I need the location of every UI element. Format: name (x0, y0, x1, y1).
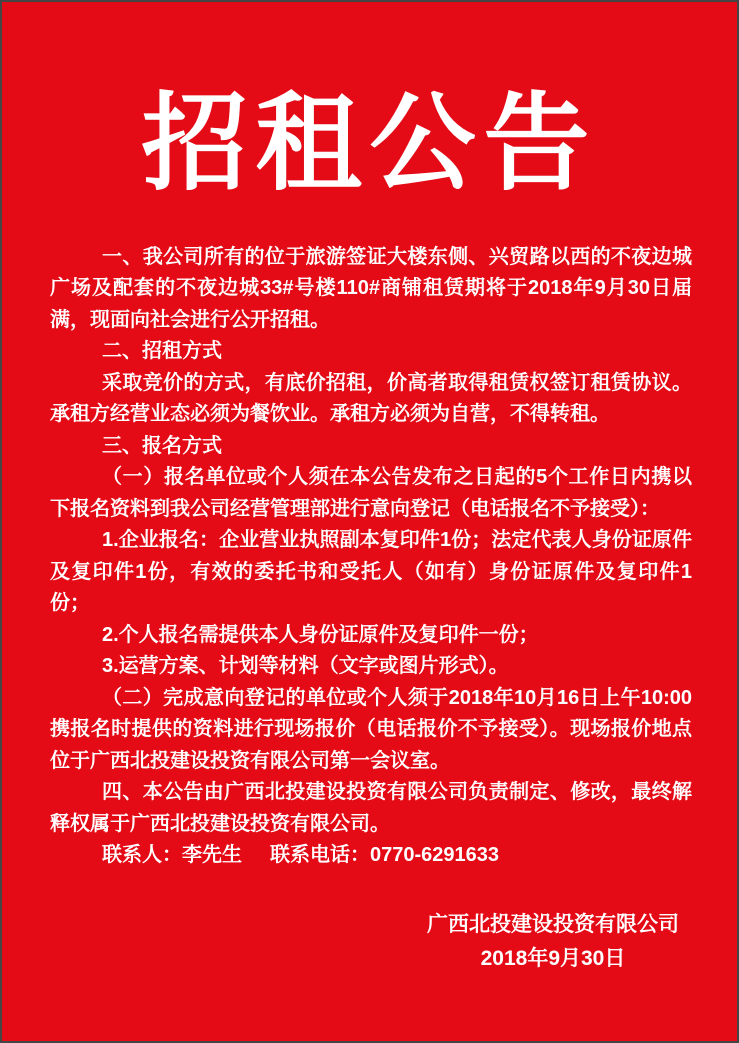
paragraph-registration-rules: （一）报名单位或个人须在本公告发布之日起的5个工作日内携以下报名资料到我公司经营管理部进行意向登记（电话报名不予接受）： (50, 466, 692, 520)
signature-company: 广西北投建设投资有限公司 (427, 912, 679, 936)
paragraph-operation-plan: 3.运营方案、计划等材料（文字或图片形式）。 (102, 655, 509, 678)
paragraph-onsite-bidding: （二）完成意向登记的单位或个人须于2018年10月16日上午10:00携报名时提供的资料进行现场报价（电话报价不予接受）。现场报价地点位于广西北投建设投资有限公司第一会议室。 (50, 686, 692, 772)
poster-title: 招租公告 (141, 80, 598, 205)
signature-date: 2018年9月30日 (480, 946, 626, 970)
paragraph-section2-heading: 二、招租方式 (102, 340, 222, 363)
paragraph-company-registration: 1.企业报名：企业营业执照副本复印件1份；法定代表人身份证原件及复印件1份，有效的委托书和受托人（如有）身份证原件及复印件1份； (50, 529, 692, 615)
paragraph-section2-body: 采取竞价的方式，有底价招租，价高者取得租赁权签订租赁协议。承租方经营业态必须为餐饮业。承租方必须为自营，不得转租。 (50, 371, 692, 426)
signature-block (427, 908, 679, 976)
contact-phone-number: 0770-6291633 (370, 844, 500, 867)
paragraph-individual-registration: 2.个人报名需提供本人身份证原件及复印件一份； (102, 623, 539, 646)
contact-name: 李先生 (182, 844, 242, 867)
paragraph-section4: 四、本公告由广西北投建设投资有限公司负责制定、修改，最终解释权属于广西北投建设投资有限公司。 (50, 781, 692, 835)
announcement-body (2, 220, 737, 872)
contact-phone-label: 联系电话： (270, 844, 370, 867)
contact-label: 联系人： (102, 844, 182, 867)
contact-line (50, 840, 692, 872)
paragraph-section1: 一、我公司所有的位于旅游签证大楼东侧、兴贸路以西的不夜边城广场及配套的不夜边城33#号楼110#商铺租赁期将于2018年9月30日届满，现面向社会进行公开招租。 (50, 245, 692, 331)
paragraph-section3-heading: 三、报名方式 (102, 434, 222, 457)
